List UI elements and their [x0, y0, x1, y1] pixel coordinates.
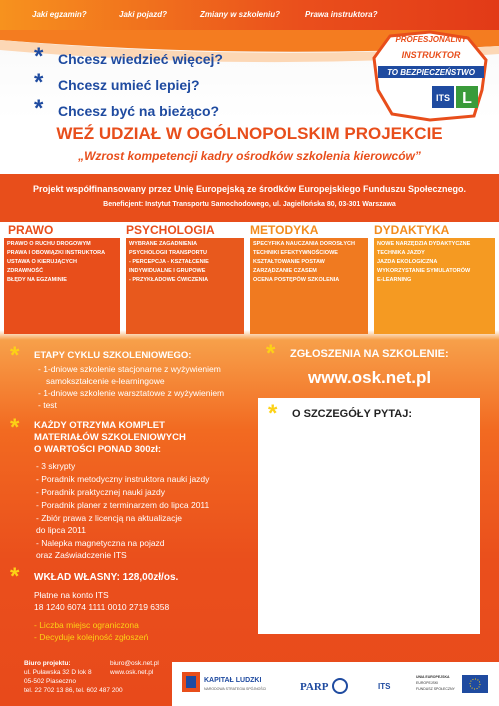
question-more: Chcesz wiedzieć więcej? [58, 51, 223, 67]
parp-logo: PARP [300, 681, 329, 693]
subheadline: „Wzrost kompetencji kadry ośrodków szkolenia kierowców” [78, 149, 421, 163]
website-link[interactable]: www.osk.net.pl [308, 368, 432, 387]
komplet-title-3: O WARTOŚCI PONAD 300zł: [34, 444, 162, 455]
beneficiary-text: Beneficjent: Instytut Transportu Samochodowego, ul. Jagiellońska 80, 03-301 Warszawa [103, 201, 396, 208]
logo-text-2: INSTRUKTOR [401, 50, 461, 60]
svg-text:ITS: ITS [435, 93, 451, 103]
logo-text-1: PROFESJONALNY [395, 35, 467, 44]
funding-logos [172, 662, 499, 706]
list-item: E-LEARNING [377, 277, 412, 283]
parp-mark-icon [333, 679, 347, 693]
list-item: BŁĘDY NA EGZAMINIE [7, 277, 67, 283]
list-item: - 3 skrypty [36, 461, 76, 471]
list-item: - 1-dniowe szkolenie warsztatowe z wyżywieniem [38, 388, 225, 398]
list-item: oraz Zaświadczenie ITS [36, 550, 127, 560]
list-item: ZARZĄDZANIE CZASEM [253, 268, 317, 274]
asterisk-icon: * [266, 340, 276, 367]
list-item: - PERCEPCJA - KSZTAŁCENIE [129, 259, 209, 265]
email-link[interactable]: biuro@osk.net.pl [110, 660, 159, 667]
asterisk-icon: * [34, 69, 44, 96]
asterisk-icon: * [10, 563, 20, 590]
list-item: - Nalepka magnetyczna na pojazd [36, 538, 165, 548]
details-title: O SZCZEGÓŁY PYTAJ: [292, 408, 412, 420]
list-item: - Poradnik metodyczny instruktora nauki jazdy [36, 474, 210, 484]
phone-line: tel. 22 702 13 86, tel. 602 487 200 [24, 687, 123, 694]
list-item: TECHNIKA JAZDY [377, 250, 425, 256]
asterisk-icon: * [10, 342, 20, 369]
list-item: - test [38, 400, 57, 410]
wklad-wlasny: WKŁAD WŁASNY: 128,00zł/os. [34, 572, 179, 583]
topnav-vehicle: Jaki pojazd? [119, 10, 168, 19]
list-item: WYBRANE ZAGADNIENIA [129, 241, 198, 247]
list-item: JAZDA EKOLOGICZNA [377, 259, 438, 265]
panel-metodyka [250, 238, 368, 334]
kapital-ludzki-sub: NARODOWA STRATEGIA SPÓJNOŚCI [204, 687, 267, 691]
question-uptodate: Chcesz być na bieżąco? [58, 103, 220, 119]
asterisk-icon: * [34, 95, 44, 122]
list-item: TECHNIKI EFEKTYWNOŚCIOWE [253, 250, 338, 256]
asterisk-icon: * [10, 414, 20, 441]
komplet-title-1: KAŻDY OTRZYMA KOMPLET [34, 420, 165, 431]
list-item: PRAWO O RUCHU DROGOWYM [7, 241, 91, 247]
etapy-title: ETAPY CYKLU SZKOLENIOWEGO: [34, 350, 192, 361]
col-title-dydaktyka: DYDAKTYKA [374, 223, 450, 237]
list-item: - Liczba miejsc ograniczona [34, 620, 139, 630]
col-title-psychologia: PSYCHOLOGIA [126, 223, 215, 237]
question-better: Chcesz umieć lepiej? [58, 77, 200, 93]
list-item: ZDRAWNOŚĆ [7, 268, 44, 274]
kapital-ludzki-logo: KAPITAŁ LUDZKI [204, 677, 262, 684]
list-item: - Zbiór prawa z licencją na aktualizacje [36, 513, 182, 523]
list-item: PSYCHOLOGII TRANSPORTU [129, 250, 207, 256]
topnav-changes: Zmiany w szkoleniu? [200, 10, 281, 19]
list-item: PRAWA I OBOWIĄZKI INSTRUKTORA [7, 250, 106, 256]
topnav-exam: Jaki egzamin? [32, 10, 87, 19]
logo-strip [172, 662, 499, 706]
payment-label: Płatne na konto ITS [34, 590, 109, 600]
asterisk-icon: * [268, 400, 278, 427]
col-title-prawo: PRAWO [8, 223, 54, 237]
list-item: OCENA POSTĘPÓW SZKOLENIA [253, 277, 340, 283]
list-item: - Poradnik planer z terminarzem do lipca 2011 [36, 500, 210, 510]
col-title-metodyka: METODYKA [250, 223, 319, 237]
list-item: - Poradnik praktycznej nauki jazdy [36, 487, 165, 497]
list-item: do lipca 2011 [36, 525, 86, 535]
list-item: - Decyduje kolejność zgłoszeń [34, 632, 149, 642]
logo-text-3: TO BEZPIECZEŃSTWO [387, 68, 475, 77]
panel-prawo [4, 238, 120, 334]
list-item: INDYWIDUALNE I GRUPOWE [129, 268, 206, 274]
address-line: ul. Puławska 32 D lok 8 [24, 669, 92, 676]
komplet-title-2: MATERIAŁÓW SZKOLENIOWYCH [34, 432, 186, 443]
list-item: WYKORZYSTANIE SYMULATORÓW [377, 268, 471, 274]
cofinanced-text: Projekt współfinansowany przez Unię Europejską ze środków Europejskiego Funduszu Społecznego. [32, 184, 467, 194]
info-band [0, 174, 499, 222]
list-item: samokształcenie e-learningowe [46, 376, 165, 386]
office-label: Biuro projektu: [24, 660, 71, 667]
zgloszenia-title: ZGŁOSZENIA NA SZKOLENIE: [290, 348, 449, 360]
eu-label: FUNDUSZ SPOŁECZNY [416, 687, 455, 691]
list-item: SPECYFIKA NAUCZANIA DOROSŁYCH [253, 241, 355, 247]
eu-flag-icon [462, 675, 488, 693]
address-line: 05-502 Piaseczno [24, 678, 77, 685]
list-item: - PRZYKŁADOWE ĆWICZENIA [129, 277, 209, 283]
eu-label: UNIA EUROPEJSKA [416, 675, 450, 679]
panel-dydaktyka [374, 238, 495, 334]
eu-label: EUROPEJSKI [416, 681, 439, 685]
list-item: NOWE NARZĘDZIA DYDAKTYCZNE [377, 241, 471, 247]
contact-box [258, 398, 480, 634]
list-item: KSZTAŁTOWANIE POSTAW [253, 259, 325, 265]
svg-text:L: L [462, 90, 472, 107]
account-number: 18 1240 6074 1111 0010 2719 6358 [34, 602, 170, 612]
website-link[interactable]: www.osk.net.pl [110, 669, 154, 676]
asterisk-icon: * [34, 43, 44, 70]
its-logo: ITS [378, 682, 391, 691]
topnav-rights: Prawa instruktora? [305, 10, 378, 19]
list-item: USTAWA O KIERUJĄCYCH [7, 259, 77, 265]
headline: WEŹ UDZIAŁ W OGÓLNOPOLSKIM PROJEKCIE [56, 124, 443, 143]
list-item: - 1-dniowe szkolenie stacjonarne z wyżywieniem [38, 364, 221, 374]
panel-psychologia [126, 238, 244, 334]
